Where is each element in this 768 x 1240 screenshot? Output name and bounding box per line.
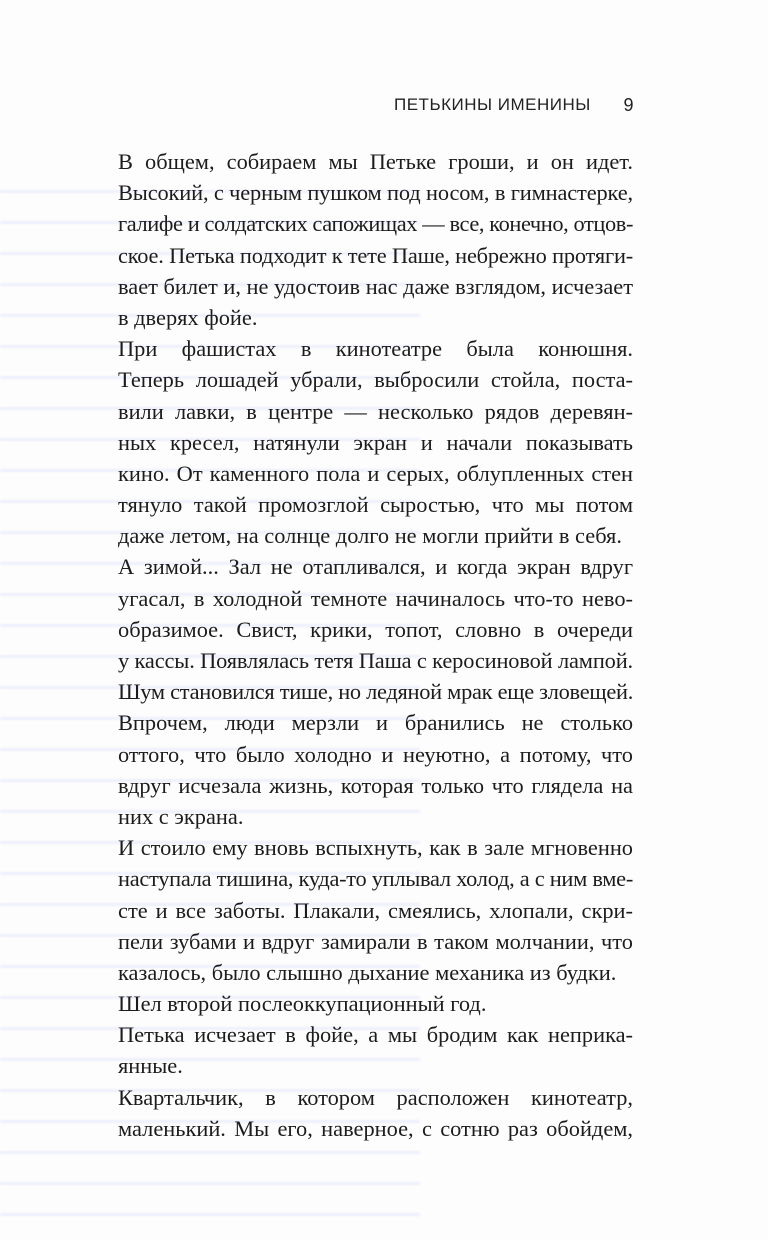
text-line: даже летом, на солнце долго не могли прийти в себя. — [118, 523, 622, 549]
text-line: В общем, собираем мы Петьке гроши, и он идет. — [118, 149, 633, 174]
text-line: наступала тишина, куда-то уплывал холод, а с ним вме- — [118, 866, 634, 892]
text-line: сте и все заботы. Плакали, смеялись, хлопали, скри- — [118, 897, 633, 923]
text-line: Петька исчезает в фойе, а мы бродим как неприка- — [118, 1022, 633, 1048]
text-line: Теперь лошадей убрали, выбросили стойла, поста- — [118, 367, 633, 393]
text-line: пели зубами и вдруг замирали в таком молчании, что — [118, 928, 633, 954]
text-line: тянуло такой промозглой сыростью, что мы потом — [118, 492, 633, 518]
body-text — [118, 146, 633, 1144]
text-line: вает билет и, не удостоив нас даже взглядом, исчезает — [118, 273, 634, 299]
text-line: Шум становился тише, но ледяной мрак еще зловещей. — [118, 679, 634, 705]
text-line: Высокий, с черным пушком под носом, в гимнастерке, — [118, 180, 633, 206]
text-line: Квартальчик, в котором расположен кинотеатр, — [118, 1084, 633, 1110]
text-line: вдруг исчезала жизнь, которая только что глядела на — [118, 772, 633, 798]
text-line: Шел второй послеоккупационный год. — [118, 991, 487, 1017]
text-line: образимое. Свист, крики, топот, словно в очереди — [118, 616, 633, 642]
running-header — [394, 92, 634, 118]
text-line: казалось, было слышно дыхание механика из будки. — [118, 959, 617, 985]
text-line: И стоило ему вновь вспыхнуть, как в зале мгновенно — [118, 835, 633, 861]
text-line: угасал, в холодной темноте начиналось что-то нево- — [118, 585, 634, 611]
text-line: маленький. Мы его, наверное, с сотню раз обойдем, — [118, 1115, 634, 1141]
text-line: оттого, что было холодно и неуютно, а потому, что — [118, 741, 633, 767]
text-line: Впрочем, люди мерзли и бранились не столько — [118, 710, 634, 736]
text-line: янные. — [118, 1053, 183, 1079]
running-title: ПЕТЬКИНЫ ИМЕНИНЫ — [394, 95, 591, 114]
text-line: А зимой... Зал не отапливался, и когда экран вдруг — [118, 554, 634, 580]
text-line: вили лавки, в центре — несколько рядов деревян- — [118, 398, 634, 424]
text-line: кино. От каменного пола и серых, облупленных стен — [118, 460, 633, 486]
text-line: ское. Петька подходит к тете Паше, небрежно протяги- — [118, 242, 633, 268]
page-number: 9 — [623, 94, 634, 115]
text-line: у кассы. Появлялась тетя Паша с керосиновой лампой. — [118, 648, 634, 673]
text-line: При фашистах в кинотеатре была конюшня. — [118, 336, 634, 362]
text-line: ных кресел, натянули экран и начали показывать — [118, 429, 634, 455]
text-line: галифе и солдатских сапожищах — все, конечно, отцов- — [118, 211, 633, 237]
text-line: в дверях фойе. — [118, 304, 258, 330]
text-line: них с экрана. — [118, 803, 244, 829]
